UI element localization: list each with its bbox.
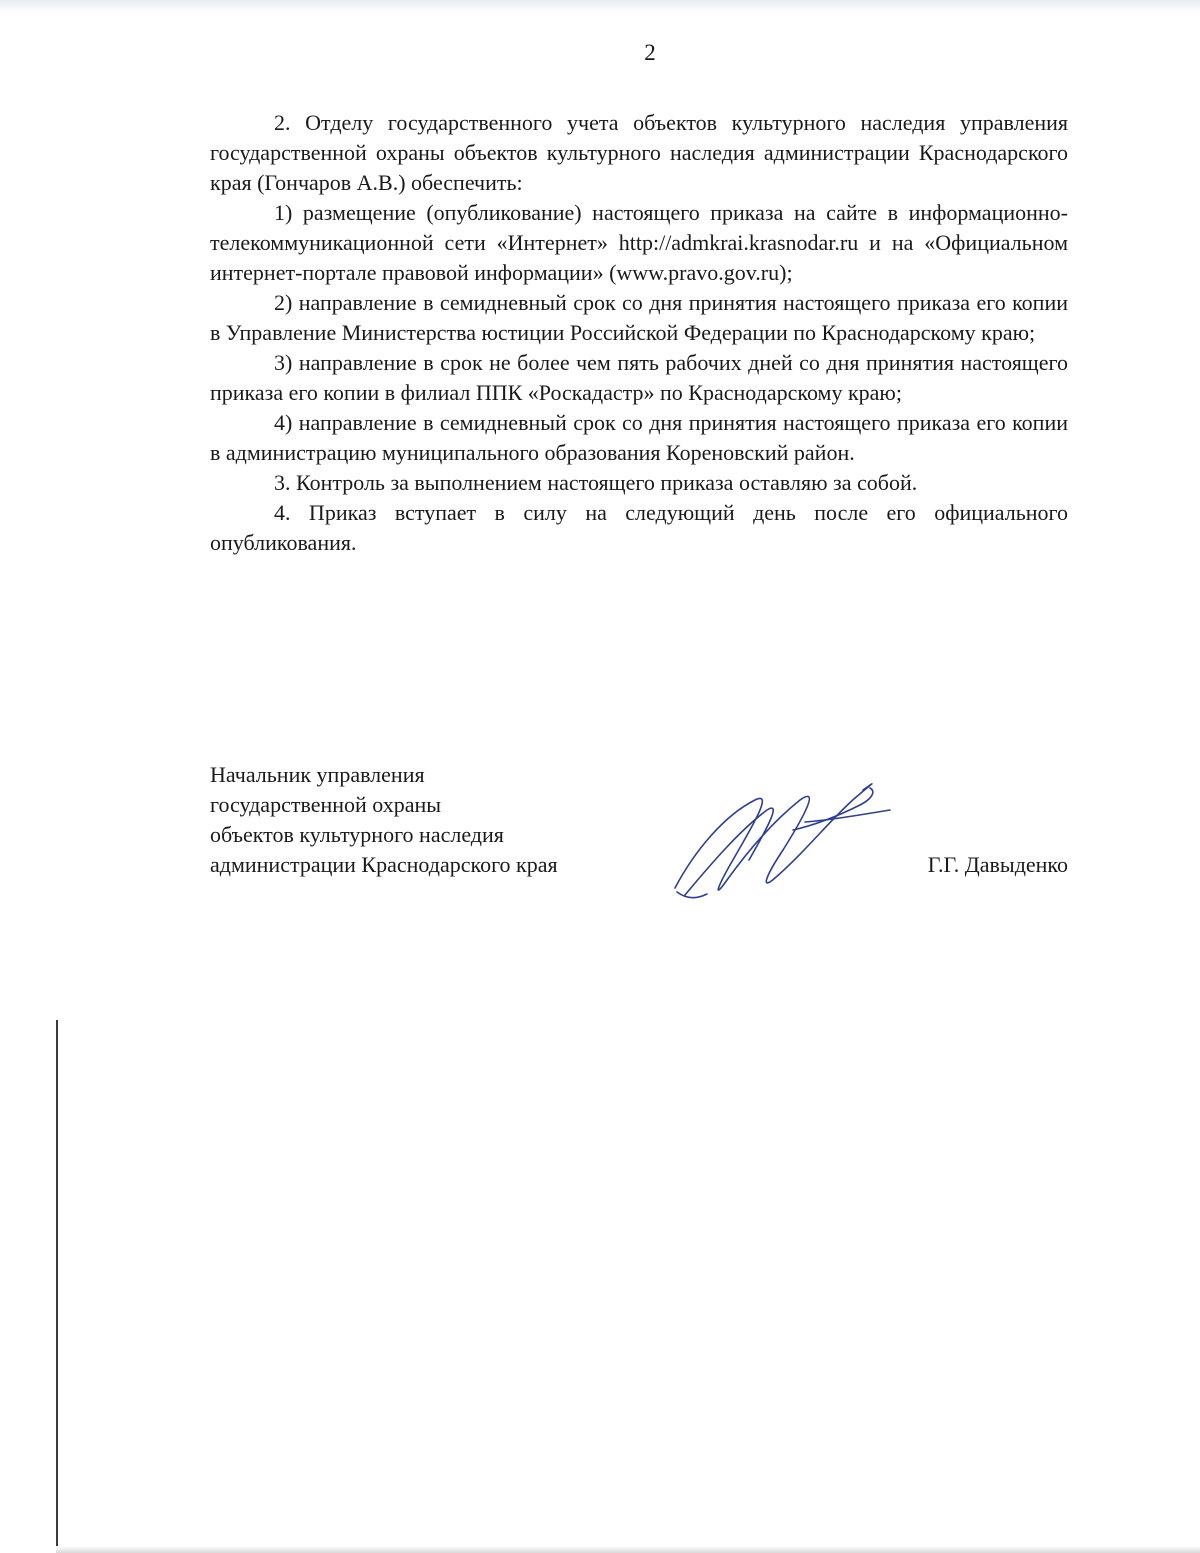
handwritten-signature — [655, 770, 895, 905]
paragraph-2: 2. Отделу государственного учета объектов культурного наследия управления государственной охраны объектов культурного наследия администрации Краснодарского края (Гончаров А.В.) обеспечить: — [210, 110, 1068, 195]
signer-title-line: администрации Краснодарского края — [210, 852, 558, 877]
signer-name: Г.Г. Давыденко — [927, 852, 1068, 877]
paragraph-2-3: 3) направление в срок не более чем пять рабочих дней со дня принятия настоящего приказа его копии в филиал ППК «Роскадастр» по Краснодарскому краю; — [210, 350, 1068, 405]
paragraph-2-1: 1) размещение (опубликование) настоящего приказа на сайте в информационно-телекоммуникационной сети «Интернет» http://admkrai.krasnodar.ru и на «Официальном интернет-портале правовой информации» (www.pravo.gov.ru); — [210, 200, 1068, 285]
scan-bottom-edge — [56, 1546, 1200, 1553]
paragraph-2-2: 2) направление в семидневный срок со дня принятия настоящего приказа его копии в Управление Министерства юстиции Российской Федерации по Краснодарскому краю; — [210, 290, 1068, 345]
signer-title-line: объектов культурного наследия — [210, 822, 504, 847]
signature-block — [210, 760, 1068, 910]
signer-title — [210, 760, 558, 880]
paragraph-2-4: 4) направление в семидневный срок со дня принятия настоящего приказа его копии в администрацию муниципального образования Кореновский район. — [210, 410, 1068, 465]
page-number: 2 — [644, 40, 656, 65]
paragraph-4: 4. Приказ вступает в силу на следующий день после его официального опубликования. — [210, 500, 1068, 555]
signer-title-line: государственной охраны — [210, 792, 442, 817]
scan-left-edge — [56, 1020, 58, 1553]
signer-title-line: Начальник управления — [210, 762, 425, 787]
paragraph-3: 3. Контроль за выполнением настоящего приказа оставляю за собой. — [274, 470, 918, 495]
scan-top-edge — [0, 0, 1200, 14]
document-body — [210, 108, 1068, 558]
